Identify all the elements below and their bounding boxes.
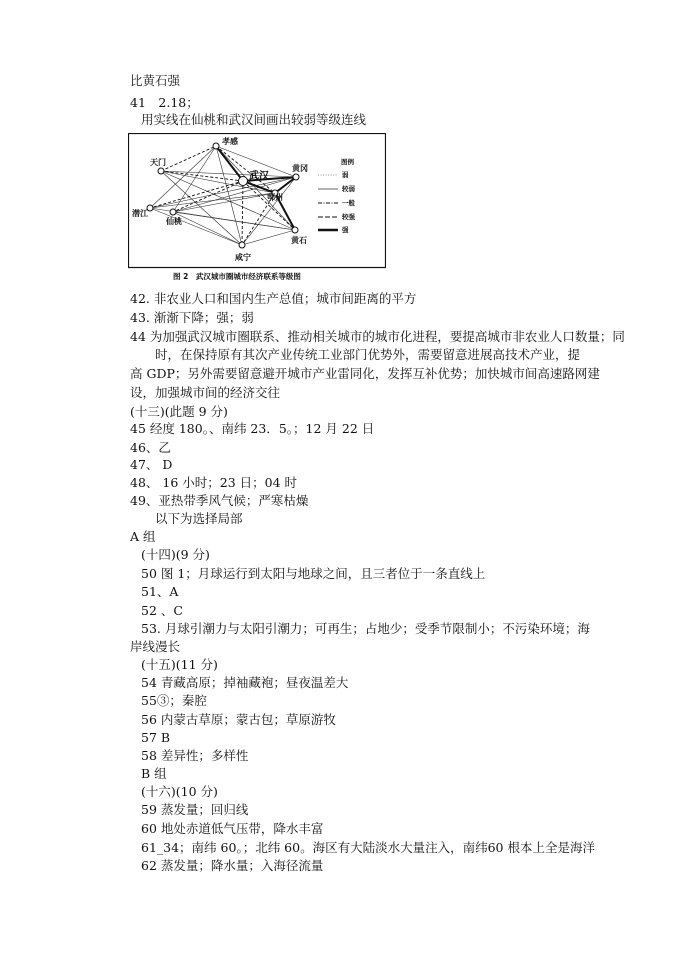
figure-caption: 图 2 武汉城市圈城市经济联系等级图 [173, 272, 301, 281]
text-line: 43. 渐渐下降；强；弱 [130, 310, 254, 325]
text-line: 以下为选择局部 [155, 511, 243, 526]
city-label-xiantao: 仙桃 [166, 217, 182, 226]
text-line: 46、乙 [130, 440, 171, 455]
text-line: (十六)(10 分) [141, 784, 218, 799]
text-line: 44 为加强武汉城市圈联系、推动相关城市的城市化进程，要提高城市非农业人口数量；同 [130, 329, 625, 344]
city-label-huangshi: 黄石 [291, 236, 307, 245]
text-line: 53. 月球引潮力与太阳引潮力；可再生；占地少；受季节限制小；不污染环境；海 [141, 621, 590, 636]
text-line: 61_34；南纬 60。；北纬 60。海区有大陆淡水大量注入，南纬60 根本上全是海洋 [141, 840, 595, 855]
text-line: 42. 非农业人口和国内生产总值；城市间距离的平方 [130, 291, 417, 306]
text-line: 岸线漫长 [130, 639, 181, 654]
text-line: 55③；秦腔 [141, 693, 207, 708]
text-line: B 组 [141, 766, 167, 781]
legend-item-weaker: 较弱 [342, 185, 355, 193]
city-label-xianning: 咸宁 [235, 253, 251, 262]
text-line: 设，加强城市间的经济交往 [130, 385, 281, 400]
legend-item-strong: 强 [342, 226, 349, 234]
legend-title: 图例 [341, 158, 354, 166]
text-line: (十四)(9 分) [141, 547, 210, 562]
text-line: 48、 16 小时；23 日；04 时 [130, 475, 298, 490]
city-network-map [128, 133, 386, 284]
text-line: A 组 [130, 529, 156, 544]
text-line: 54 青藏高原；掉袖藏袍；昼夜温差大 [141, 675, 349, 690]
text-line: 51、A [141, 584, 179, 599]
text-line: 49、亚热带季风气候；严寒枯燥 [130, 493, 309, 508]
text-line: 58 差异性；多样性 [141, 748, 249, 763]
text-line: 59 蒸发量；回归线 [141, 802, 249, 817]
text-line: 52 、C [141, 603, 183, 618]
text-line: 比黄石强 [130, 73, 181, 88]
text-line: 57 B [141, 730, 171, 745]
text-line: 45 经度 180。、南纬 23．5。；12 月 22 日 [130, 421, 375, 436]
city-label-xiaogan: 孝感 [222, 137, 238, 146]
text-line: 56 内蒙古草原；蒙古包；草原游牧 [141, 712, 336, 727]
city-label-huanggang: 黄冈 [292, 164, 308, 173]
city-label-tianmen: 天门 [150, 158, 166, 167]
text-line: 用实线在仙桃和武汉间画出较弱等级连线 [141, 112, 367, 127]
city-label-ezhou: 鄂州 [267, 193, 283, 202]
city-label-wuhan: 武汉 [249, 171, 269, 182]
city-label-qianjiang: 潜江 [132, 209, 148, 218]
text-line: (十三)(此题 9 分) [130, 404, 228, 419]
text-line: 60 地处赤道低气压带，降水丰富 [141, 821, 324, 836]
text-line: 时，在保持原有其次产业传统工业部门优势外，需要留意进展高技术产业，提 [155, 347, 581, 362]
text-line: 62 蒸发量；降水量；入海径流量 [141, 858, 324, 873]
text-line: 50 图 1；月球运行到太阳与地球之间，且三者位于一条直线上 [141, 566, 486, 581]
legend-item-weak: 弱 [342, 171, 349, 179]
legend-item-stronger: 较强 [342, 213, 355, 221]
legend-item-medium: 一般 [342, 199, 355, 207]
city-network-figure [128, 133, 386, 284]
text-line: 高 GDP；另外需要留意避开城市产业雷同化，发挥互补优势；加快城市间高速路网建 [130, 366, 600, 381]
text-line: 41 2.18； [130, 95, 199, 110]
text-line: 47、 D [130, 457, 173, 472]
text-line: (十五)(11 分) [141, 657, 218, 672]
